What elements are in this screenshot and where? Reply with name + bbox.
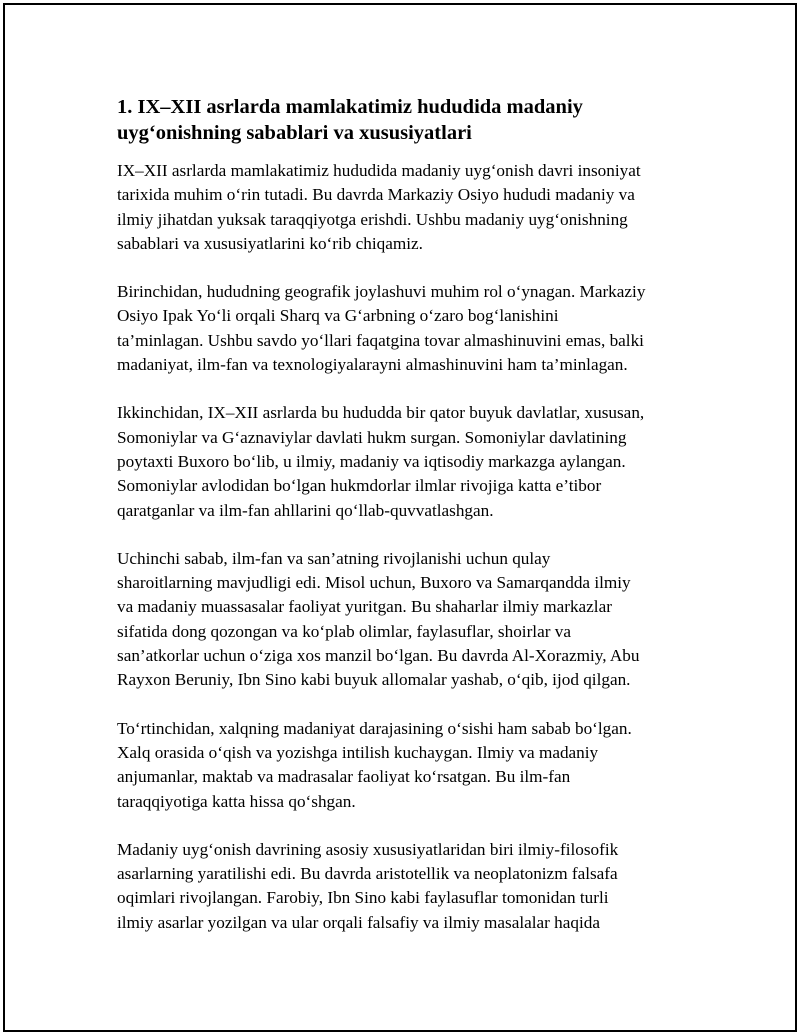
text-line: Xalq orasida o‘qish va yozishga intilish kuchaygan. Ilmiy va madaniy	[117, 742, 599, 762]
text-line: Uchinchi sabab, ilm-fan va san’atning rivojlanishi uchun qulay	[117, 548, 551, 568]
heading-line: 1. IX–XII asrlarda mamlakatimiz hududida madaniy	[117, 96, 583, 118]
paragraph-intro	[117, 159, 717, 256]
text-line: sharoitlarning mavjudligi edi. Misol uchun, Buxoro va Samarqandda ilmiy	[117, 573, 631, 593]
text-line: poytaxti Buxoro bo‘lib, u ilmiy, madaniy va iqtisodiy markazga aylangan.	[117, 451, 626, 471]
text-line: Osiyo Ipak Yo‘li orqali Sharq va G‘arbning o‘zaro bog‘lanishini	[117, 306, 559, 326]
text-line: To‘rtinchidan, xalqning madaniyat darajasining o‘sishi ham sabab bo‘lgan.	[117, 718, 632, 738]
paragraph-features	[117, 838, 717, 935]
paragraph-first-reason	[117, 280, 717, 377]
text-line: ta’minlagan. Ushbu savdo yo‘llari faqatgina tovar almashinuvini emas, balki	[117, 330, 644, 350]
text-line: Somoniylar avlodidan bo‘lgan hukmdorlar ilmlar rivojiga katta e’tibor	[117, 476, 602, 496]
text-line: Birinchidan, hududning geografik joylashuvi muhim rol o‘ynagan. Markaziy	[117, 282, 646, 302]
text-line: va madaniy muassasalar faoliyat yuritgan. Bu shaharlar ilmiy markazlar	[117, 597, 612, 617]
text-line: asarlarning yaratilishi edi. Bu davrda aristotellik va neoplatonizm falsafa	[117, 864, 618, 884]
text-line: sifatida dong qozongan va ko‘plab olimlar, faylasuflar, shoirlar va	[117, 621, 571, 641]
paragraph-third-reason	[117, 547, 717, 693]
paragraph-second-reason	[117, 401, 717, 522]
text-line: Madaniy uyg‘onish davrining asosiy xususiyatlaridan biri ilmiy-filosofik	[117, 839, 619, 859]
text-line: madaniyat, ilm-fan va texnologiyalarayni almashinuvini ham ta’minlagan.	[117, 355, 628, 375]
text-line: qaratganlar va ilm-fan ahllarini qo‘llab-quvvatlashgan.	[117, 500, 494, 520]
text-line: ilmiy jihatdan yuksak taraqqiyotga erishdi. Ushbu madaniy uyg‘onishning	[117, 209, 628, 229]
section-heading	[117, 94, 717, 146]
text-line: ilmiy asarlar yozilgan va ular orqali falsafiy va ilmiy masalalar haqida	[117, 912, 600, 932]
text-line: Rayxon Beruniy, Ibn Sino kabi buyuk allomalar yashab, o‘qib, ijod qilgan.	[117, 670, 631, 690]
heading-line: uyg‘onishning sabablari va xususiyatlari	[117, 122, 472, 144]
text-line: taraqqiyotiga katta hissa qo‘shgan.	[117, 791, 356, 811]
text-line: sabablari va xususiyatlarini ko‘rib chiqamiz.	[117, 233, 423, 253]
text-line: tarixida muhim o‘rin tutadi. Bu davrda Markaziy Osiyo hududi madaniy va	[117, 185, 635, 205]
text-line: Ikkinchidan, IX–XII asrlarda bu hududda bir qator buyuk davlatlar, xususan,	[117, 403, 645, 423]
text-line: Somoniylar va G‘aznaviylar davlati hukm surgan. Somoniylar davlatining	[117, 427, 627, 447]
document-body	[117, 94, 717, 959]
text-line: san’atkorlar uchun o‘ziga xos manzil bo‘lgan. Bu davrda Al-Xorazmiy, Abu	[117, 646, 640, 666]
text-line: anjumanlar, maktab va madrasalar faoliyat ko‘rsatgan. Bu ilm-fan	[117, 767, 571, 787]
text-line: IX–XII asrlarda mamlakatimiz hududida madaniy uyg‘onish davri insoniyat	[117, 161, 641, 180]
paragraph-fourth-reason	[117, 717, 717, 814]
text-line: oqimlari rivojlangan. Farobiy, Ibn Sino kabi faylasuflar tomonidan turli	[117, 888, 609, 908]
